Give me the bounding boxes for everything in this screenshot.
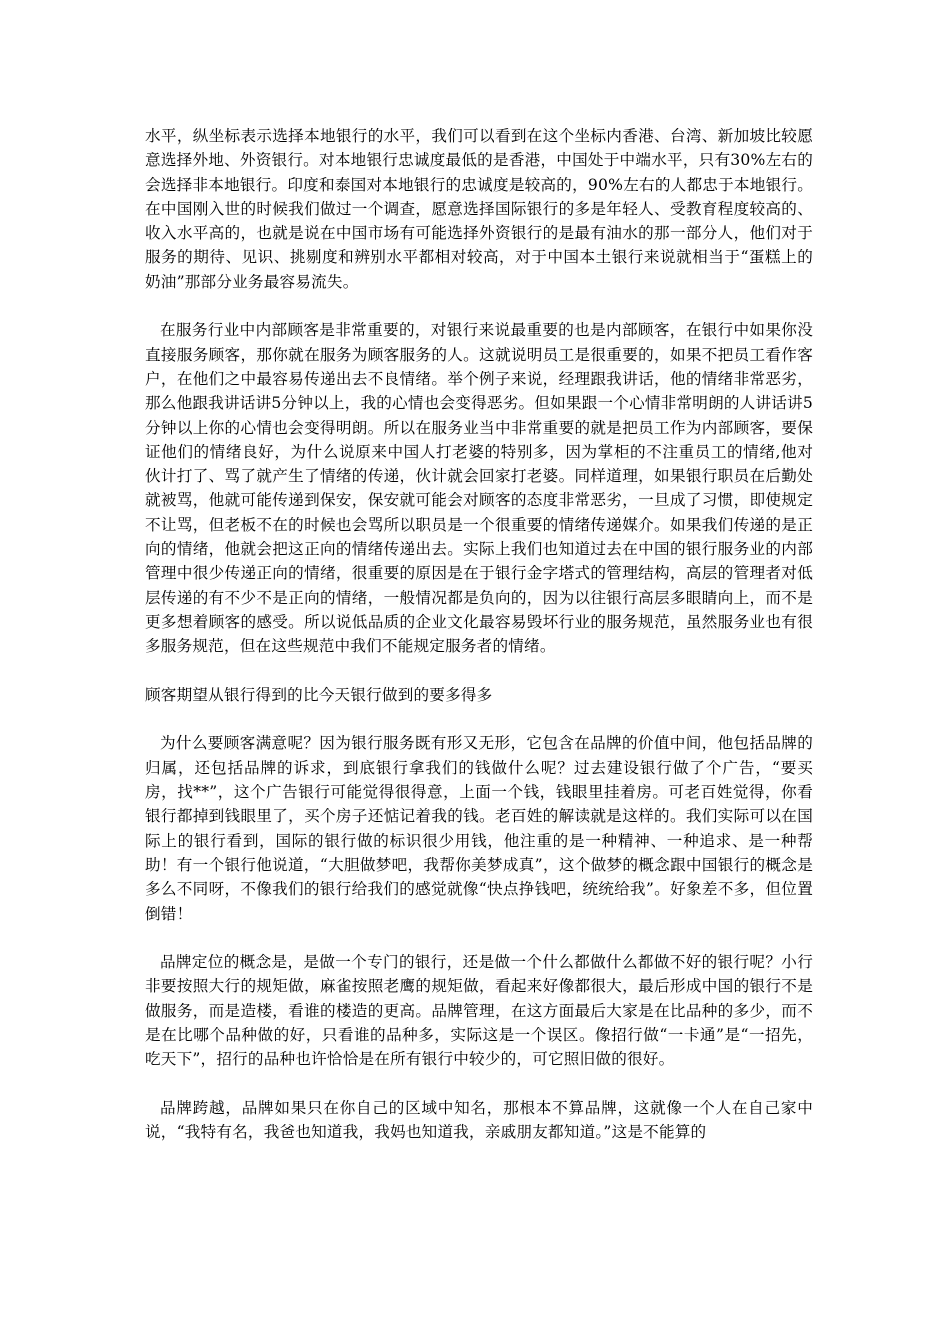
section-heading: 顾客期望从银行得到的比今天银行做到的要多得多 — [145, 685, 493, 704]
paragraph-5: 品牌跨越，品牌如果只在你自己的区域中知名，那根本不算品牌，这就像一个人在自己家中说，“我特有名，我爸也知道我，我妈也知道我，亲戚朋友都知道。”这是不能算的 — [145, 1098, 813, 1142]
paragraph-3: 为什么要顾客满意呢？因为银行服务既有形又无形，它包含在品牌的价值中间，他包括品牌的归属，还包括品牌的诉求，到底银行拿我们的钱做什么呢？过去建设银行做了个广告，“要买房，找**”，这个广告银行可能觉得很得意，上面一个钱，钱眼里挂着房。可老百姓觉得，你看银行都掉到钱眼里了，买个房子还惦记着我的钱。老百姓的解读就是这样的。我们实际可以在国际上的银行看到，国际的银行做的标识很少用钱，他注重的是一种精神、一种追求、是一种帮助！有一个银行他说道，“大胆做梦吧，我帮你美梦成真”，这个做梦的概念跟中国银行的概念是多么不同呀，不像我们的银行给我们的感觉就像“快点挣钱吧，统统给我”。好象差不多，但位置倒错！ — [145, 734, 813, 923]
paragraph-1: 水平，纵坐标表示选择本地银行的水平，我们可以看到在这个坐标内香港、台湾、新加坡比较愿意选择外地、外资银行。对本地银行忠诚度最低的是香港，中国处于中端水平，只有30%左右的会选择非本地银行。印度和泰国对本地银行的忠诚度是较高的，90%左右的人都忠于本地银行。在中国刚入世的时候我们做过一个调查，愿意选择国际银行的多是年轻人、受教育程度较高的、收入水平高的，也就是说在中国市场有可能选择外资银行的是最有油水的那一部分人，他们对于服务的期待、见识、挑剔度和辨别水平都相对较高，对于中国本土银行来说就相当于“蛋糕上的奶油”那部分业务最容易流失。 — [145, 127, 813, 291]
paragraph-4: 品牌定位的概念是，是做一个专门的银行，还是做一个什么都做什么都做不好的银行呢？小行非要按照大行的规矩做，麻雀按照老鹰的规矩做，看起来好像都很大，最后形成中国的银行不是做服务，而是造楼，看谁的楼造的更高。品牌管理，在这方面最后大家是在比品种的多少，而不是在比哪个品种做的好，只看谁的品种多，实际这是一个误区。像招行做“一卡通”是“一招先，吃天下”，招行的品种也许恰恰是在所有银行中较少的，可它照旧做的很好。 — [145, 953, 813, 1069]
paragraph-2: 在服务行业中内部顾客是非常重要的，对银行来说最重要的也是内部顾客，在银行中如果你没直接服务顾客，那你就在服务为顾客服务的人。这就说明员工是很重要的，如果不把员工看作客户，在他们之中最容易传递出去不良情绪。举个例子来说，经理跟我讲话，他的情绪非常恶劣，那么他跟我讲话讲5分钟以上，我的心情也会变得恶劣。但如果跟一个心情非常明朗的人讲话讲5分钟以上你的心情也会变得明朗。所以在服务业当中非常重要的就是把员工作为内部顾客，要保证他们的情绪良好，为什么说原来中国人打老婆的特别多，因为掌柜的不注重员工的情绪,他对伙计打了、骂了就产生了情绪的传递，伙计就会回家打老婆。同样道理，如果银行职员在后勤处就被骂，他就可能传递到保安，保安就可能会对顾客的态度非常恶劣，一旦成了习惯，即使规定不让骂，但老板不在的时候也会骂所以职员是一个很重要的情绪传递媒介。如果我们传递的是正向的情绪，他就会把这正向的情绪传递出去。实际上我们也知道过去在中国的银行服务业的内部管理中很少传递正向的情绪，很重要的原因是在于银行金字塔式的管理结构，高层的管理者对低层传递的有不少不是正向的情绪，一般情况都是负向的，因为以往银行高层多眼睛向上，而不是更多想着顾客的感受。所以说低品质的企业文化最容易毁坏行业的服务规范，虽然服务业也有很多服务规范，但在这些规范中我们不能规定服务者的情绪。 — [145, 321, 813, 656]
document-body — [145, 124, 813, 1169]
